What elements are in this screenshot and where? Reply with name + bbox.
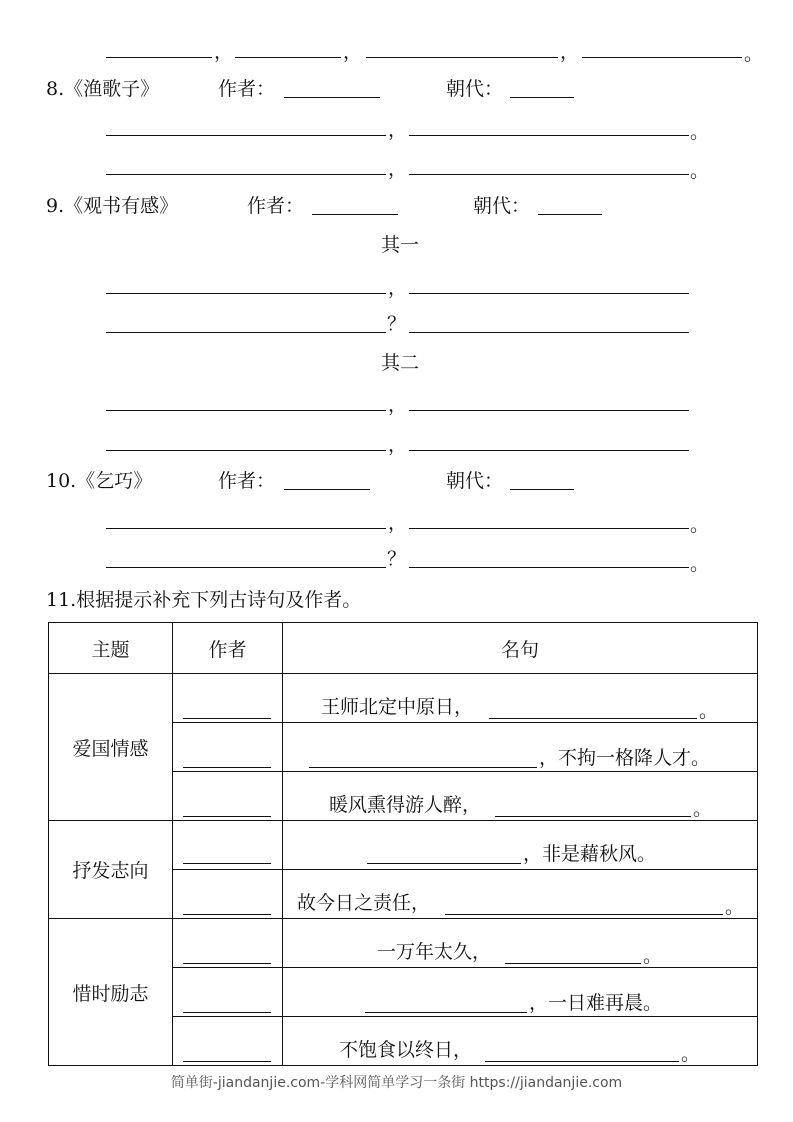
q10-title: 10.《乞巧》 xyxy=(46,470,153,492)
comma: ， xyxy=(388,434,408,456)
sentence-text: ，不拘一格降人才。 xyxy=(539,747,711,769)
theme-cell: 爱国情感 xyxy=(49,674,173,821)
blank-line[interactable] xyxy=(582,57,742,58)
table-header-row xyxy=(49,623,758,674)
sentence-blank[interactable] xyxy=(365,1012,527,1013)
author-blank[interactable] xyxy=(284,97,380,98)
sentence-end: 。 xyxy=(725,896,745,918)
blank-line[interactable] xyxy=(106,450,386,451)
sentence-end: 。 xyxy=(681,1043,701,1065)
sentence-blank[interactable] xyxy=(445,914,723,915)
q11-prompt: 11.根据提示补充下列古诗句及作者。 xyxy=(46,589,362,611)
dynasty-blank[interactable] xyxy=(510,97,574,98)
sentence-cell xyxy=(283,968,758,1017)
blank-line[interactable] xyxy=(409,293,689,294)
author-label: 作者： xyxy=(218,78,276,100)
sentence-blank[interactable] xyxy=(367,863,521,864)
sentence-blank[interactable] xyxy=(495,816,691,817)
blank-line[interactable] xyxy=(409,528,689,529)
comma: ， xyxy=(388,277,408,299)
sentence-blank[interactable] xyxy=(489,718,697,719)
period: 。 xyxy=(690,553,710,575)
author-cell xyxy=(173,674,283,723)
dynasty-label: 朝代： xyxy=(446,470,504,492)
sentence-cell xyxy=(283,919,758,968)
author-cell xyxy=(173,723,283,772)
period: 。 xyxy=(690,514,710,536)
theme-cell: 惜时励志 xyxy=(49,919,173,1066)
blank-line[interactable] xyxy=(366,57,558,58)
author-blank[interactable] xyxy=(183,1061,271,1062)
theme-cell: 抒发志向 xyxy=(49,821,173,919)
page-footer: 简单街-jiandanjie.com-学科网简单学习一条街 https://jiandanjie.com xyxy=(170,1075,623,1091)
sentence-end: 。 xyxy=(699,700,719,722)
blank-line[interactable] xyxy=(409,135,689,136)
comma: ， xyxy=(388,158,408,180)
author-blank[interactable] xyxy=(312,214,398,215)
blank-line[interactable] xyxy=(235,57,341,58)
question-mark: ？ xyxy=(387,548,407,570)
sentence-blank[interactable] xyxy=(505,963,641,964)
author-blank[interactable] xyxy=(183,963,271,964)
q9-title: 9.《观书有感》 xyxy=(46,195,179,217)
author-cell xyxy=(173,772,283,821)
sentence-end: 。 xyxy=(643,945,663,967)
sentence-text: 王师北定中原日， xyxy=(321,696,474,718)
blank-line[interactable] xyxy=(106,332,386,333)
part-one-heading: 其一 xyxy=(380,234,419,256)
sentence-cell xyxy=(283,870,758,919)
blank-line[interactable] xyxy=(106,410,386,411)
blank-line[interactable] xyxy=(106,57,212,58)
comma: ， xyxy=(388,394,408,416)
comma: ， xyxy=(343,41,363,63)
q8-title: 8.《渔歌子》 xyxy=(46,78,160,100)
blank-line[interactable] xyxy=(106,567,386,568)
sentence-cell xyxy=(283,723,758,772)
blank-line[interactable] xyxy=(409,567,689,568)
sentence-text: 故今日之责任， xyxy=(297,892,431,914)
comma: ， xyxy=(388,119,408,141)
comma: ， xyxy=(560,41,580,63)
blank-line[interactable] xyxy=(409,332,689,333)
comma: ， xyxy=(388,512,408,534)
header-author: 作者 xyxy=(173,623,283,674)
period: 。 xyxy=(690,121,710,143)
question-mark: ？ xyxy=(387,313,407,335)
sentence-text: 一万年太久， xyxy=(377,941,492,963)
author-blank[interactable] xyxy=(183,863,271,864)
blank-line[interactable] xyxy=(106,293,386,294)
author-blank[interactable] xyxy=(183,767,271,768)
table-row xyxy=(49,821,758,870)
dynasty-label: 朝代： xyxy=(446,78,504,100)
blank-line[interactable] xyxy=(106,528,386,529)
sentence-text: ，一日难再晨。 xyxy=(529,992,663,1014)
sentence-cell xyxy=(283,1017,758,1066)
author-label: 作者： xyxy=(247,195,305,217)
comma: ， xyxy=(214,41,234,63)
blank-line[interactable] xyxy=(106,174,386,175)
author-blank[interactable] xyxy=(183,1012,271,1013)
part-two-heading: 其二 xyxy=(380,352,419,374)
author-cell xyxy=(173,1017,283,1066)
author-blank[interactable] xyxy=(183,816,271,817)
dynasty-label: 朝代： xyxy=(473,195,531,217)
blank-line[interactable] xyxy=(409,410,689,411)
period: 。 xyxy=(744,43,764,65)
author-label: 作者： xyxy=(218,470,276,492)
author-blank[interactable] xyxy=(284,489,370,490)
header-theme: 主题 xyxy=(49,623,173,674)
author-cell xyxy=(173,919,283,968)
blank-line[interactable] xyxy=(106,135,386,136)
sentence-cell xyxy=(283,772,758,821)
blank-line[interactable] xyxy=(409,174,689,175)
poem-table xyxy=(48,622,758,1066)
author-blank[interactable] xyxy=(183,718,271,719)
sentence-end: 。 xyxy=(693,798,713,820)
sentence-blank[interactable] xyxy=(309,767,537,768)
author-blank[interactable] xyxy=(183,914,271,915)
author-cell xyxy=(173,968,283,1017)
blank-line[interactable] xyxy=(409,450,689,451)
sentence-text: 不饱食以终日， xyxy=(339,1039,473,1061)
sentence-cell xyxy=(283,821,758,870)
sentence-text: 暖风熏得游人醉， xyxy=(329,794,482,816)
author-cell xyxy=(173,870,283,919)
header-sentence: 名句 xyxy=(283,623,758,674)
sentence-cell xyxy=(283,674,758,723)
period: 。 xyxy=(690,160,710,182)
author-cell xyxy=(173,821,283,870)
table-row xyxy=(49,674,758,723)
dynasty-blank[interactable] xyxy=(538,214,602,215)
dynasty-blank[interactable] xyxy=(510,489,574,490)
sentence-text: ，非是藉秋风。 xyxy=(523,843,657,865)
table-row xyxy=(49,919,758,968)
sentence-blank[interactable] xyxy=(485,1061,679,1062)
